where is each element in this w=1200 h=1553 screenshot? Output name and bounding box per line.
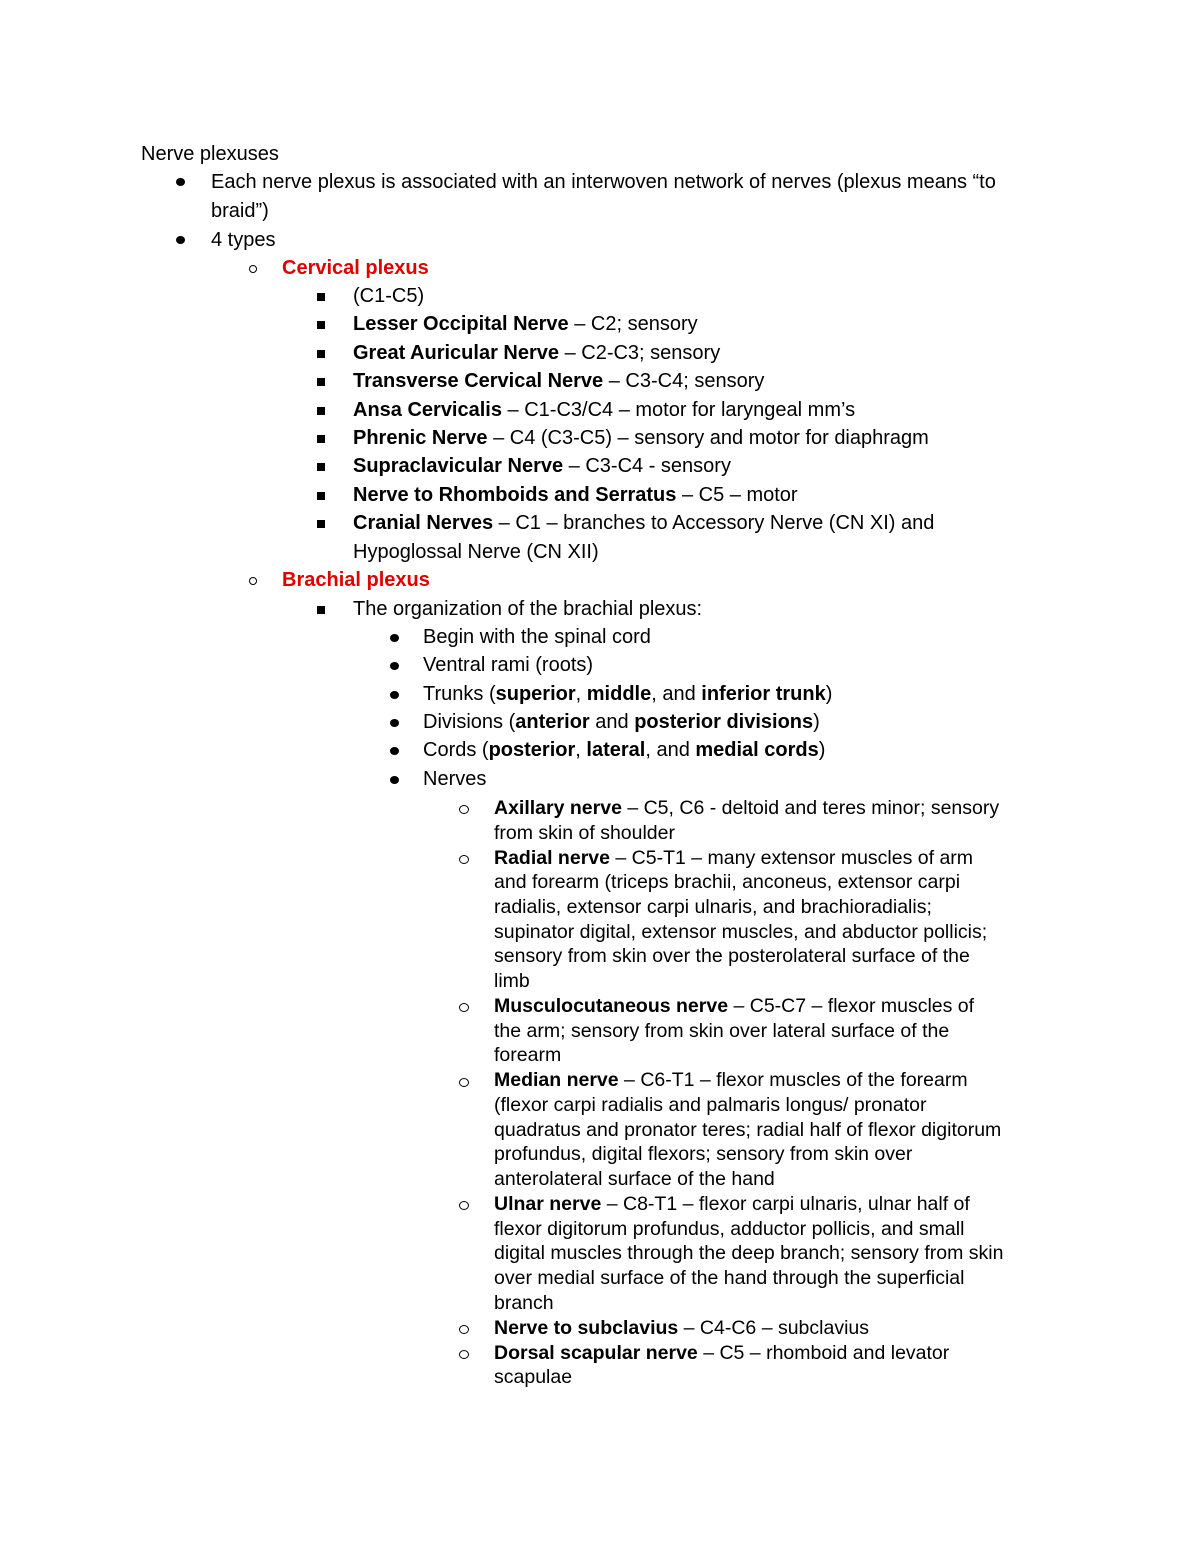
- list-item: Median nerve – C6-T1 – flexor muscles of the forearm: [494, 1069, 968, 1091]
- list-item: Divisions (anterior and posterior divisions): [423, 711, 820, 733]
- list-item-continuation: anterolateral surface of the hand: [494, 1168, 775, 1190]
- list-item: Phrenic Nerve – C4 (C3-C5) – sensory and motor for diaphragm: [353, 427, 929, 449]
- list-item: Ventral rami (roots): [423, 654, 594, 676]
- list-item: Dorsal scapular nerve – C5 – rhomboid and levator: [494, 1342, 950, 1364]
- disc-bullet-icon: [390, 662, 399, 670]
- disc-bullet-icon: [390, 776, 399, 784]
- list-item-continuation: forearm: [494, 1044, 562, 1066]
- square-bullet-icon: [317, 350, 325, 358]
- list-item: Musculocutaneous nerve – C5-C7 – flexor muscles of: [494, 995, 975, 1017]
- square-bullet-icon: [317, 378, 325, 386]
- disc-bullet-icon: [176, 178, 185, 186]
- list-item-continuation: sensory from skin over the posterolateral surface of the: [494, 945, 970, 967]
- list-item-continuation: braid”): [211, 200, 269, 222]
- list-item: The organization of the brachial plexus:: [353, 598, 703, 620]
- list-item-continuation: from skin of shoulder: [494, 822, 675, 844]
- list-item-continuation: supinator digital, extensor muscles, and abductor pollicis;: [494, 921, 988, 943]
- small-circle-bullet-icon: [249, 577, 257, 585]
- circle-bullet-icon: [459, 805, 469, 814]
- list-item: Each nerve plexus is associated with an interwoven network of nerves (plexus means “to: [211, 171, 996, 193]
- disc-bullet-icon: [176, 236, 185, 244]
- list-item: Ulnar nerve – C8-T1 – flexor carpi ulnaris, ulnar half of: [494, 1193, 970, 1215]
- list-item: (C1-C5): [353, 285, 425, 307]
- list-item: Nerve to Rhomboids and Serratus – C5 – motor: [353, 484, 798, 506]
- circle-bullet-icon: [459, 1201, 469, 1210]
- list-item: Radial nerve – C5-T1 – many extensor muscles of arm: [494, 847, 974, 869]
- circle-bullet-icon: [459, 1003, 469, 1012]
- square-bullet-icon: [317, 606, 325, 614]
- list-item: Nerve to subclavius – C4-C6 – subclavius: [494, 1317, 870, 1339]
- list-item-continuation: and forearm (triceps brachii, anconeus, extensor carpi: [494, 871, 961, 893]
- list-item: Cords (posterior, lateral, and medial cords): [423, 739, 826, 761]
- disc-bullet-icon: [390, 691, 399, 699]
- list-item: Axillary nerve – C5, C6 - deltoid and teres minor; sensory: [494, 797, 1000, 819]
- disc-bullet-icon: [390, 634, 399, 642]
- list-item-continuation: digital muscles through the deep branch; sensory from skin: [494, 1242, 1004, 1264]
- list-item-continuation: quadratus and pronator teres; radial half of flexor digitorum: [494, 1119, 1002, 1141]
- list-item: Begin with the spinal cord: [423, 626, 651, 648]
- list-item-continuation: the arm; sensory from skin over lateral surface of the: [494, 1020, 950, 1042]
- circle-bullet-icon: [459, 1350, 469, 1359]
- disc-bullet-icon: [390, 747, 399, 755]
- page-title: Nerve plexuses: [141, 143, 279, 165]
- list-item: Supraclavicular Nerve – C3-C4 - sensory: [353, 455, 731, 477]
- list-item-continuation: (flexor carpi radialis and palmaris longus/ pronator: [494, 1094, 927, 1116]
- list-item: 4 types: [211, 229, 276, 251]
- list-item: Cranial Nerves – C1 – branches to Accessory Nerve (CN XI) and: [353, 512, 935, 534]
- list-item-continuation: radialis, extensor carpi ulnaris, and brachioradialis;: [494, 896, 932, 918]
- list-item-continuation: scapulae: [494, 1366, 573, 1388]
- square-bullet-icon: [317, 463, 325, 471]
- list-item-continuation: over medial surface of the hand through the superficial: [494, 1267, 965, 1289]
- square-bullet-icon: [317, 407, 325, 415]
- disc-bullet-icon: [390, 719, 399, 727]
- list-item: Transverse Cervical Nerve – C3-C4; sensory: [353, 370, 765, 392]
- list-item: Nerves: [423, 768, 487, 790]
- small-circle-bullet-icon: [249, 265, 257, 273]
- square-bullet-icon: [317, 492, 325, 500]
- section-heading-brachial: Brachial plexus: [282, 569, 430, 591]
- list-item: Trunks (superior, middle, and inferior trunk): [423, 683, 833, 705]
- list-item-continuation: flexor digitorum profundus, adductor pollicis, and small: [494, 1218, 965, 1240]
- list-item-continuation: limb: [494, 970, 530, 992]
- circle-bullet-icon: [459, 1325, 469, 1334]
- circle-bullet-icon: [459, 1078, 469, 1087]
- circle-bullet-icon: [459, 855, 469, 864]
- square-bullet-icon: [317, 435, 325, 443]
- list-item-continuation: profundus, digital flexors; sensory from skin over: [494, 1143, 913, 1165]
- square-bullet-icon: [317, 520, 325, 528]
- section-heading-cervical: Cervical plexus: [282, 257, 429, 279]
- square-bullet-icon: [317, 293, 325, 301]
- square-bullet-icon: [317, 321, 325, 329]
- list-item-continuation: branch: [494, 1292, 554, 1314]
- list-item: Ansa Cervicalis – C1-C3/C4 – motor for laryngeal mm’s: [353, 399, 856, 421]
- list-item: Lesser Occipital Nerve – C2; sensory: [353, 313, 698, 335]
- list-item-continuation: Hypoglossal Nerve (CN XII): [353, 541, 599, 563]
- list-item: Great Auricular Nerve – C2-C3; sensory: [353, 342, 721, 364]
